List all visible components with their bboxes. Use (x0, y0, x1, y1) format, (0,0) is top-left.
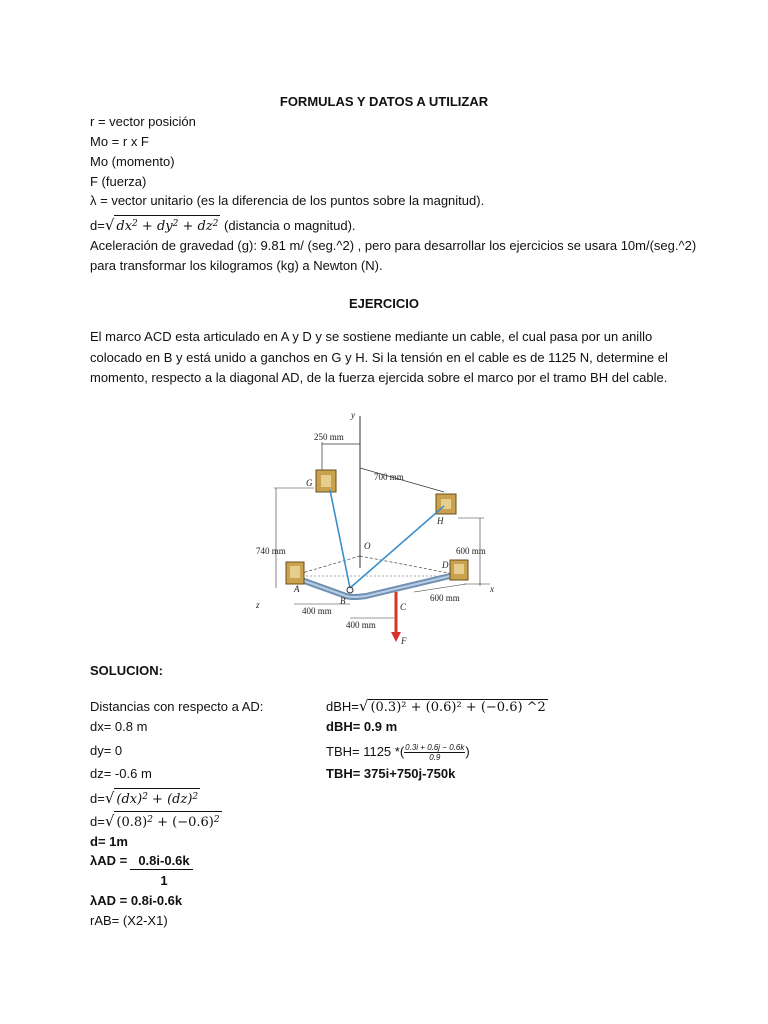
exercise-text-line2: colocado en B y está unido a ganchos en G y H. Si la tensión en el cable es de 1125 N, determine el (90, 350, 668, 365)
solution-dbh-terms: (0.3)² + (0.6)² + (−0.6) ^2 (370, 700, 546, 715)
solution-dz: dz= -0.6 m (90, 766, 152, 781)
formula-distance-sqrt: √ $dx^2 + dy^2 + dz^2$ (104, 216, 219, 234)
solution-dx: dx= 0.8 m (90, 719, 148, 734)
formula-lambda: λ = vector unitario (es la diferencia de los puntos sobre la magnitud). (90, 193, 485, 208)
hook-g-face (321, 475, 331, 487)
solution-d-symbolic (90, 788, 200, 808)
solution-tbh-suffix: ) (465, 743, 470, 759)
label-dim-600-right: 600 mm (456, 546, 486, 556)
force-f-arrowhead (391, 632, 401, 642)
support-d-face (454, 564, 464, 574)
solution-dy: dy= 0 (90, 743, 123, 758)
label-b: B (340, 596, 346, 606)
label-h: H (437, 516, 444, 526)
solution-d-term-dz: (dz) (167, 792, 193, 807)
formula-gravity-line2: para transformar los kilogramos (kg) a Newton (N). (90, 258, 383, 273)
label-dim-740: 740 mm (256, 546, 286, 556)
label-y-axis: y (351, 410, 355, 420)
solution-tbh-numerator: 0.3i + 0.6j − 0.6k (405, 743, 465, 752)
solution-d-numeric-prefix: d= (90, 814, 105, 829)
solution-d-symbolic-sqrt: √ (dx)$^2$ + (dz)$^2$ (104, 789, 199, 807)
label-o: O (364, 541, 371, 551)
solution-dbh-sqrt: √ (0.3)² + (0.6)² + (−0.6) ^2 (358, 697, 546, 715)
solution-d-numeric (90, 811, 222, 831)
formula-distance-prefix: d= (90, 218, 105, 233)
solution-tbh-denominator: 0.9 (429, 753, 441, 762)
label-dim-400-a: 400 mm (302, 606, 332, 616)
solution-lambda-numerator: 0.8i-0.6k (138, 853, 190, 868)
solution-tbh-formula (326, 743, 470, 762)
solution-d-numeric-sqrt: √ $(0.8)^2 + (-0.6)^2$ (104, 812, 220, 830)
solution-tbh-result: TBH= 375i+750j-750k (326, 766, 456, 781)
solution-tbh-fraction (404, 743, 465, 762)
solution-lambda-fraction-bar (130, 869, 193, 870)
solution-tbh-prefix: TBH= 1125 *( (326, 743, 405, 759)
solution-d-term-dx: (dx) (116, 792, 143, 807)
label-a: A (294, 584, 300, 594)
solution-dbh-prefix: dBH= (326, 699, 359, 714)
cable-bg (330, 490, 350, 588)
formula-mo-desc: Mo (momento) (90, 154, 175, 169)
label-z-axis: z (256, 600, 260, 610)
solution-lambda-label: λAD = (90, 853, 128, 868)
formula-distance (90, 215, 356, 235)
solution-dbh-result: dBH= 0.9 m (326, 719, 398, 734)
label-dim-600-bottom: 600 mm (430, 593, 460, 603)
label-dim-700: 700 mm (374, 472, 404, 482)
solution-lambda-result: λAD = 0.8i-0.6k (90, 893, 183, 908)
solution-d-value-1: (0.8) (116, 815, 148, 830)
formula-mo: Mo = r x F (90, 134, 149, 149)
label-dim-250: 250 mm (314, 432, 344, 442)
solution-lambda-denominator: 1 (160, 873, 168, 888)
label-g: G (306, 478, 313, 488)
formula-r: r = vector posición (90, 114, 196, 129)
formula-distance-suffix: (distancia o magnitud). (220, 218, 356, 233)
solution-dbh-formula (326, 698, 548, 716)
solution-left-heading: Distancias con respecto a AD: (90, 699, 264, 714)
formula-gravity-line1: Aceleración de gravedad (g): 9.81 m/ (seg.^2) , pero para desarrollar los ejercicios se usara 10m/(seg.^2) (90, 238, 697, 253)
exercise-text-line3: momento, respecto a la diagonal AD, de la fuerza ejercida sobre el marco por el tramo BH del cable. (90, 370, 668, 385)
solution-rab: rAB= (X2-X1) (90, 913, 168, 928)
solution-d-value-2: (−0.6) (172, 815, 214, 830)
label-x-axis: x (490, 584, 494, 594)
page-title: FORMULAS Y DATOS A UTILIZAR (279, 94, 489, 109)
exercise-title: EJERCICIO (348, 296, 420, 311)
solution-d-result: d= 1m (90, 834, 128, 849)
label-d: D (442, 560, 449, 570)
label-c: C (400, 602, 407, 612)
label-dim-400-b: 400 mm (346, 620, 376, 630)
formula-f-desc: F (fuerza) (90, 174, 147, 189)
support-a-face (290, 566, 300, 578)
solution-d-symbolic-prefix: d= (90, 791, 105, 806)
frame-cable-diagram (254, 408, 504, 653)
exercise-text-line1: El marco ACD esta articulado en A y D y se sostiene mediante un cable, el cual pasa por un anillo (90, 329, 653, 344)
label-f: F (401, 636, 407, 646)
solution-title: SOLUCION: (90, 663, 163, 678)
